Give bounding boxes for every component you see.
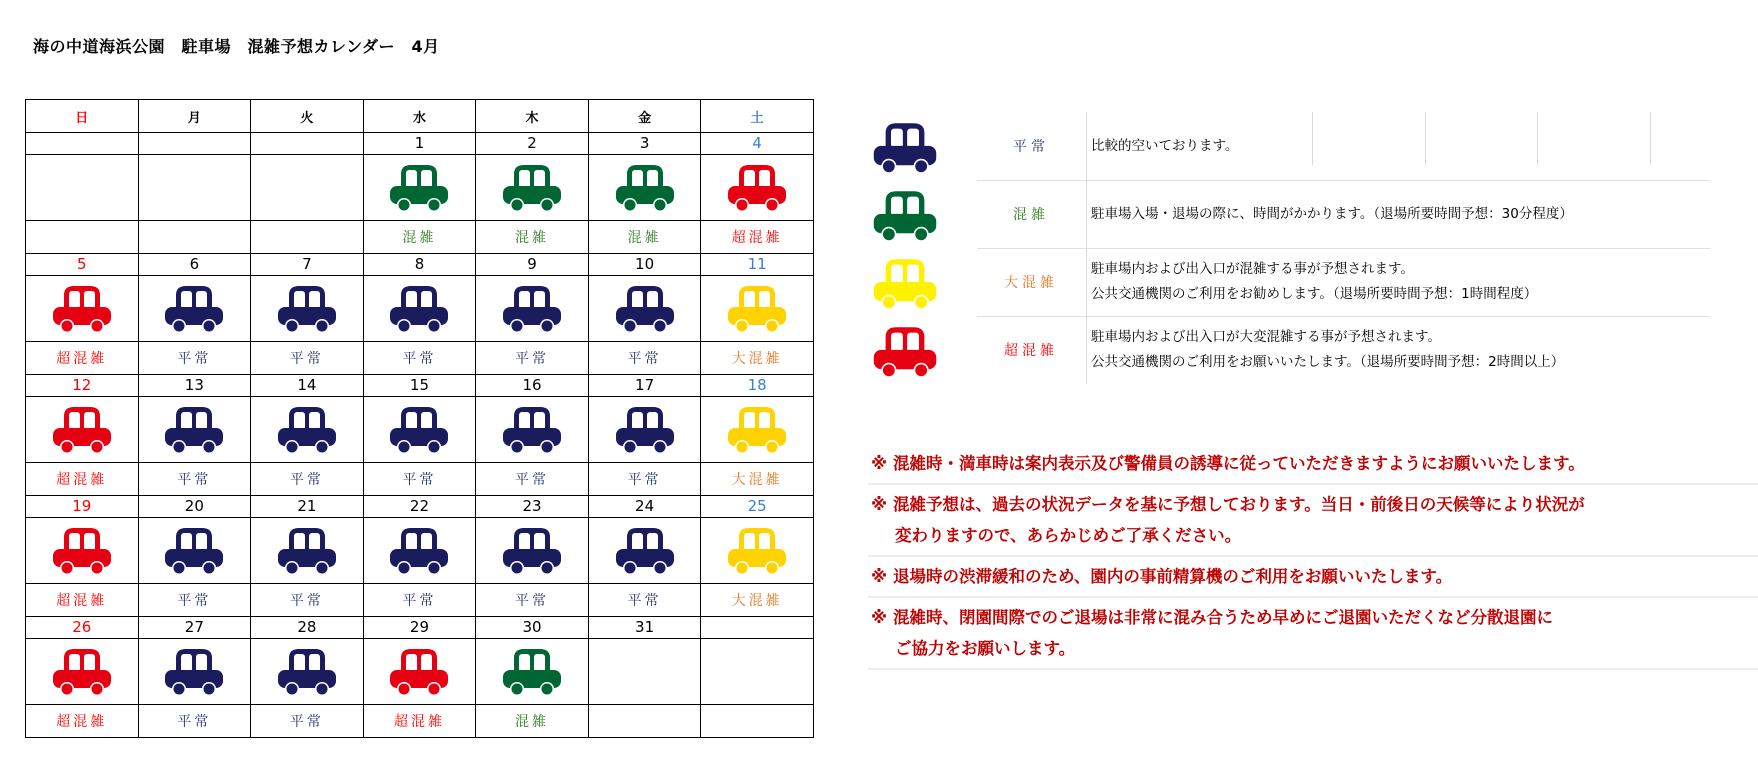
empty-cell [138,221,251,254]
date-cell: 22 [363,496,476,518]
car-cell [26,276,139,342]
date-cell: 30 [476,617,589,639]
car-icon [725,525,789,577]
date-row [26,496,814,518]
legend-description-line: 駐車場内および出入口が大変混雑する事が予想されます。 [1091,329,1441,345]
status-label: 超混雑 [26,463,139,496]
legend-description-line: 公共交通機関のご利用をお願いいたします。（退場所要時間予想：2時間以上） [1091,354,1565,370]
car-cell [476,518,589,584]
car-cell [588,397,701,463]
date-cell: 12 [26,375,139,397]
car-icon [387,525,451,577]
date-cell: 5 [26,254,139,276]
car-icon [50,525,114,577]
legend-row-very_busy [860,248,1710,316]
page-title: 海の中道海浜公園 駐車場 混雑予想カレンダー 4月 [33,37,440,56]
car-icon [387,646,451,698]
car-icon [868,256,942,312]
status-label: 超混雑 [26,705,139,738]
notes [868,444,1758,670]
empty-cell [701,705,814,738]
car-cell [476,639,589,705]
legend-description [1086,248,1710,316]
empty-cell [701,639,814,705]
empty-cell [588,639,701,705]
car-icon [868,120,942,176]
status-label: 平常 [138,584,251,617]
car-cell [138,639,251,705]
notice-text: 混雑予想は、過去の状況データを基に予想しております。当日・前後日の天候等により状況が [893,495,1585,514]
date-cell: 6 [138,254,251,276]
legend-description-line: 比較的空いております。 [1091,137,1239,154]
status-label: 混雑 [476,221,589,254]
car-cell [363,155,476,221]
car-cell [363,397,476,463]
empty-cell [588,705,701,738]
car-cell [701,518,814,584]
car-icon [162,404,226,456]
date-cell: 7 [251,254,364,276]
date-cell: 21 [251,496,364,518]
car-icon [725,162,789,214]
status-row [26,584,814,617]
legend-description [1086,316,1710,384]
status-row [26,463,814,496]
car-cell [251,276,364,342]
car-icon [500,404,564,456]
car-icon [275,646,339,698]
car-icon [275,283,339,335]
calendar [25,99,814,738]
date-cell: 31 [588,617,701,639]
status-label: 平常 [476,342,589,375]
date-cell [701,617,814,639]
date-row [26,254,814,276]
status-label: 大混雑 [701,584,814,617]
date-cell: 17 [588,375,701,397]
car-cell [588,276,701,342]
car-cell [26,639,139,705]
empty-cell [251,155,364,221]
car-cell [701,155,814,221]
reference-mark: ※ [871,608,888,627]
status-label: 平常 [138,342,251,375]
car-icon [500,525,564,577]
date-cell: 28 [251,617,364,639]
notice-item [868,598,1758,670]
weekday-header-row [26,100,814,133]
legend-row-extreme [860,316,1710,384]
legend-row-normal [860,112,1710,180]
car-cell [476,276,589,342]
date-cell: 16 [476,375,589,397]
car-cell [363,639,476,705]
empty-cell [26,155,139,221]
status-label: 超混雑 [701,221,814,254]
status-label: 平常 [476,584,589,617]
grid-line [1650,112,1651,165]
car-row [26,397,814,463]
legend [860,112,1710,384]
status-label: 平常 [588,584,701,617]
status-label: 平常 [363,584,476,617]
car-icon [275,525,339,577]
date-cell: 20 [138,496,251,518]
date-cell: 11 [701,254,814,276]
car-cell [26,518,139,584]
weekday-header: 日 [26,100,139,133]
grid-line [1537,112,1538,165]
reference-mark: ※ [871,495,888,514]
legend-description-line: 駐車場内および出入口が混雑する事が予想されます。 [1091,261,1414,277]
status-label: 平常 [363,463,476,496]
status-label: 大混雑 [701,342,814,375]
car-cell [701,276,814,342]
date-cell: 10 [588,254,701,276]
date-cell: 15 [363,375,476,397]
date-cell: 26 [26,617,139,639]
car-cell [701,397,814,463]
notice-text: ご協力をお願いします。 [895,639,1076,658]
weekday-header: 水 [363,100,476,133]
status-label: 平常 [251,342,364,375]
status-label: 平常 [588,342,701,375]
weekday-header: 月 [138,100,251,133]
weekday-header: 金 [588,100,701,133]
car-row [26,518,814,584]
car-icon [387,162,451,214]
car-icon [613,283,677,335]
car-icon [50,404,114,456]
car-icon [725,283,789,335]
car-icon [725,404,789,456]
reference-mark: ※ [871,454,888,473]
status-label: 平常 [251,705,364,738]
empty-cell [138,155,251,221]
notice-text: 混雑時、閉園間際でのご退場は非常に混み合うため早めにご退園いただくなど分散退園に [893,608,1554,627]
status-row [26,705,814,738]
date-cell: 9 [476,254,589,276]
notice-item [868,444,1758,485]
date-cell: 24 [588,496,701,518]
legend-description [1086,180,1710,248]
car-icon [613,525,677,577]
date-cell [251,133,364,155]
grid-line [1312,112,1313,165]
legend-label: 平常 [1013,139,1049,155]
status-row [26,221,814,254]
date-cell: 4 [701,133,814,155]
date-cell: 27 [138,617,251,639]
status-label: 平常 [588,463,701,496]
status-label: 平常 [363,342,476,375]
legend-label: 超混雑 [1004,343,1058,359]
car-icon [387,404,451,456]
car-cell [138,518,251,584]
date-cell: 23 [476,496,589,518]
car-icon [162,283,226,335]
car-icon [613,404,677,456]
car-icon [275,404,339,456]
car-icon [162,525,226,577]
car-cell [138,397,251,463]
car-row [26,155,814,221]
date-cell [138,133,251,155]
date-cell: 25 [701,496,814,518]
grid-line [1425,112,1426,165]
notice-item [868,485,1758,557]
status-label: 平常 [138,705,251,738]
date-cell: 19 [26,496,139,518]
empty-cell [26,221,139,254]
weekday-header: 火 [251,100,364,133]
car-icon [50,283,114,335]
date-cell: 18 [701,375,814,397]
legend-row-busy [860,180,1710,248]
notice-item [868,557,1758,598]
date-cell: 1 [363,133,476,155]
date-cell: 2 [476,133,589,155]
car-cell [138,276,251,342]
status-label: 平常 [251,463,364,496]
date-row [26,617,814,639]
car-cell [363,518,476,584]
legend-description-line: 公共交通機関のご利用をお勧めします。（退場所要時間予想：1時間程度） [1091,286,1538,302]
date-cell: 13 [138,375,251,397]
date-cell: 3 [588,133,701,155]
car-icon [162,646,226,698]
car-cell [363,276,476,342]
legend-description-line: 駐車場入場・退場の際に、時間がかかります。（退場所要時間予想：30分程度） [1091,205,1573,222]
status-label: 平常 [476,463,589,496]
car-cell [251,639,364,705]
date-row [26,375,814,397]
car-cell [26,397,139,463]
date-cell [26,133,139,155]
car-cell [251,518,364,584]
car-icon [500,283,564,335]
date-cell: 29 [363,617,476,639]
car-icon [500,646,564,698]
car-cell [588,518,701,584]
car-cell [588,155,701,221]
date-row [26,133,814,155]
date-cell: 8 [363,254,476,276]
car-icon [613,162,677,214]
status-label: 混雑 [363,221,476,254]
car-cell [476,155,589,221]
car-cell [251,397,364,463]
notice-text: 混雑時・満車時は案内表示及び警備員の誘導に従っていただきますようにお願いいたします。 [893,454,1585,473]
status-label: 超混雑 [26,584,139,617]
status-label: 超混雑 [363,705,476,738]
car-cell [476,397,589,463]
status-label: 混雑 [476,705,589,738]
empty-cell [251,221,364,254]
car-row [26,639,814,705]
car-row [26,276,814,342]
legend-label: 混雑 [1013,207,1049,223]
weekday-header: 木 [476,100,589,133]
status-label: 混雑 [588,221,701,254]
car-icon [50,646,114,698]
car-icon [868,188,942,244]
legend-description [1086,112,1710,180]
reference-mark: ※ [871,567,888,586]
car-icon [868,324,942,380]
status-label: 大混雑 [701,463,814,496]
date-cell: 14 [251,375,364,397]
car-icon [500,162,564,214]
status-label: 平常 [138,463,251,496]
notice-text: 退場時の渋滞緩和のため、園内の事前精算機のご利用をお願いいたします。 [893,567,1453,586]
notice-text: 変わりますので、あらかじめご了承ください。 [895,526,1242,545]
status-label: 平常 [251,584,364,617]
weekday-header: 土 [701,100,814,133]
status-label: 超混雑 [26,342,139,375]
legend-label: 大混雑 [1004,275,1058,291]
car-icon [387,283,451,335]
status-row [26,342,814,375]
